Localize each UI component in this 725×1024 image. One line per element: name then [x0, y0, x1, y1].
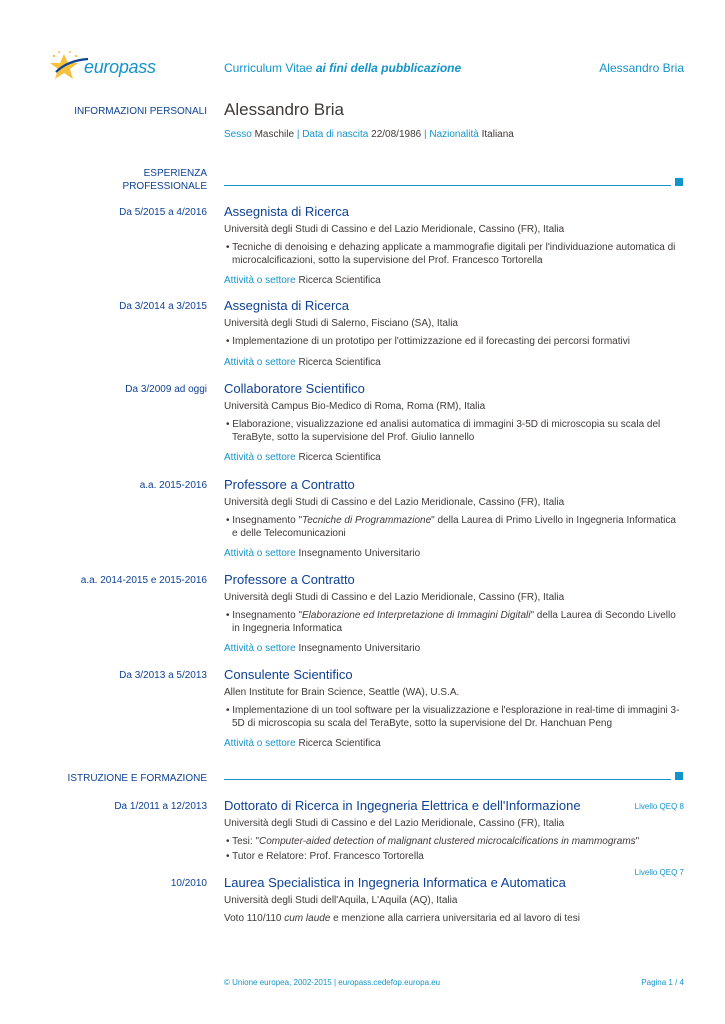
qualification-level: Livello QEQ 8: [634, 802, 684, 811]
job-description: • Insegnamento "Elaborazione ed Interpretazione di Immagini Digitali" della Laurea di Secondo Livello in Ingegneria Informatica: [226, 610, 676, 634]
sector-value: Ricerca Scientifica: [295, 738, 381, 749]
sector-label: Attività o settore: [224, 643, 296, 654]
description-text: " della Laurea di Primo Livello in Ingegneria Informatica e delle Telecomunicazioni: [232, 515, 676, 539]
cv-title-plain: Curriculum Vitae: [224, 61, 316, 75]
experience-section-label: ESPERIENZA PROFESSIONALE: [122, 168, 207, 192]
thesis-title: Computer-aided detection of malignant clustered microcalcifications in mammograms: [259, 836, 636, 847]
page-number: Pagina 1 / 4: [641, 978, 684, 987]
job-title: Assegnista di Ricerca: [224, 204, 349, 219]
personal-details: [224, 129, 514, 140]
institution: Università degli Studi di Cassino e del Lazio Meridionale, Cassino (FR), Italia: [224, 818, 565, 829]
section-divider: [224, 779, 671, 780]
footer-copyright: © Unione europea, 2002-2015 | europass.cedefop.europa.eu: [224, 978, 441, 987]
job-title: Professore a Contratto: [224, 477, 355, 492]
europass-logo: [50, 50, 160, 84]
employer: Università degli Studi di Salerno, Fisciano (SA), Italia: [224, 318, 458, 329]
section-marker: [675, 178, 683, 186]
job-sector: [224, 547, 684, 560]
education-section-label: ISTRUZIONE E FORMAZIONE: [67, 773, 207, 784]
job-sector: [224, 451, 684, 464]
sex-value: Maschile: [251, 129, 297, 140]
header-name: Alessandro Bria: [599, 61, 684, 75]
description-text: Implementazione di un tool software per la visualizzazione e l'esplorazione in real-time di immagini 3-5D di microscopia su scala del TeraByte, sotto la supervisione del Dr. Hanchuan Peng: [232, 705, 680, 729]
nationality-label: Nazionalità: [429, 129, 479, 140]
sector-label: Attività o settore: [224, 275, 296, 286]
job-sector: [224, 274, 684, 287]
tutor: • Tutor e Relatore: Prof. Francesco Tortorella: [226, 850, 424, 862]
course-name: Elaborazione ed Interpretazione di Immagini Digitali: [302, 610, 531, 621]
job-dates: a.a. 2015-2016: [139, 480, 207, 491]
tutor-text: Tutor e Relatore: Prof. Francesco Tortorella: [232, 850, 424, 862]
description-text: Elaborazione, visualizzazione ed analisi automatica di immagini 3-5D di microscopia su scala del TeraByte, sotto la supervisione del Prof. Giulio Iannello: [232, 419, 661, 443]
job-title: Consulente Scientifico: [224, 667, 353, 682]
thesis: • Tesi: "Computer-aided detection of malignant clustered microcalcifications in mammograms": [226, 836, 640, 847]
education-dates: Da 1/2011 a 12/2013: [114, 801, 207, 812]
cv-title-italic: ai fini della pubblicazione: [315, 61, 462, 75]
employer: Allen Institute for Brain Science, Seattle (WA), U.S.A.: [224, 687, 460, 698]
employer: Università degli Studi di Cassino e del Lazio Meridionale, Cassino (FR), Italia: [224, 224, 565, 235]
institution: Università degli Studi dell'Aquila, L'Aquila (AQ), Italia: [224, 895, 458, 906]
nationality-value: Italiana: [478, 129, 514, 140]
sector-value: Ricerca Scientifica: [295, 356, 381, 368]
job-dates: Da 3/2014 a 3/2015: [119, 301, 207, 312]
job-description: • Insegnamento "Tecniche di Programmazione" della Laurea di Primo Livello in Ingegneria Informatica e delle Telecomunicazioni: [226, 515, 676, 539]
job-dates: Da 3/2009 ad oggi: [125, 384, 207, 395]
grade-prefix: Voto 110/110: [224, 913, 285, 924]
section-marker: [675, 772, 683, 780]
sector-label: Attività o settore: [224, 738, 296, 749]
qualification-level: Livello QEQ 7: [634, 868, 684, 877]
sector-value: Insegnamento Universitario: [295, 548, 421, 559]
education-dates: 10/2010: [170, 878, 207, 889]
description-text: Tecniche di denoising e dehazing applicate a mammografie digitali per l'individuazione automatica di microcalcificazioni, sotto la supervisione del Prof. Francesco Tortorella: [232, 242, 676, 266]
job-sector: [224, 642, 684, 655]
full-name: Alessandro Bria: [224, 100, 345, 119]
separator: |: [296, 129, 303, 140]
cv-title: [224, 61, 461, 75]
job-title: Professore a Contratto: [224, 572, 355, 587]
degree-title: Laurea Specialistica in Ingegneria Informatica e Automatica: [224, 875, 566, 890]
thesis-suffix: ": [635, 836, 640, 847]
course-name: Tecniche di Programmazione: [302, 515, 432, 526]
sector-label: Attività o settore: [224, 356, 296, 368]
sector-value: Ricerca Scientifica: [295, 452, 381, 463]
description-text: Insegnamento ": [232, 515, 302, 526]
employer: Università degli Studi di Cassino e del Lazio Meridionale, Cassino (FR), Italia: [224, 497, 565, 508]
logo-text: europass: [84, 57, 156, 77]
description-text: Insegnamento ": [232, 610, 302, 621]
job-title: Assegnista di Ricerca: [224, 298, 349, 313]
employer: Università degli Studi di Cassino e del Lazio Meridionale, Cassino (FR), Italia: [224, 592, 565, 603]
job-sector: [224, 737, 684, 750]
sex-label: Sesso: [224, 129, 252, 140]
section-divider: [224, 185, 671, 186]
sector-value: Insegnamento Universitario: [295, 643, 421, 654]
dob-value: 22/08/1986: [368, 129, 424, 140]
grade-suffix: e menzione alla carriera universitaria ed al lavoro di tesi: [330, 913, 580, 924]
sector-label: Attività o settore: [224, 548, 296, 559]
description-text: Implementazione di un prototipo per l'ottimizzazione ed il forecasting dei percorsi formativi: [232, 336, 630, 347]
grade-honors: cum laude: [284, 913, 331, 924]
job-description: • Implementazione di un prototipo per l'ottimizzazione ed il forecasting dei percorsi formativi: [226, 336, 630, 347]
degree-title: Dottorato di Ricerca in Ingegneria Elettrica e dell'Informazione: [224, 798, 581, 813]
sector-value: Ricerca Scientifica: [295, 275, 381, 286]
job-description: • Elaborazione, visualizzazione ed analisi automatica di immagini 3-5D di microscopia su scala del TeraByte, sotto la supervisione del Prof. Giulio Iannello: [226, 419, 661, 443]
employer: Università Campus Bio-Medico di Roma, Roma (RM), Italia: [224, 401, 486, 412]
dob-label: Data di nascita: [302, 129, 369, 140]
job-description: • Implementazione di un tool software per la visualizzazione e l'esplorazione in real-time di immagini 3-5D di microscopia su scala del TeraByte, sotto la supervisione del Dr. Hanchuan Peng: [226, 705, 680, 729]
job-title: Collaboratore Scientifico: [224, 381, 365, 396]
sector-label: Attività o settore: [224, 452, 296, 463]
job-description: • Tecniche di denoising e dehazing applicate a mammografie digitali per l'individuazione automatica di microcalcificazioni, sotto la supervisione del Prof. Francesco Tortorella: [226, 242, 676, 266]
job-dates: Da 3/2013 a 5/2013: [119, 670, 207, 681]
job-sector: [224, 356, 684, 369]
job-dates: Da 5/2015 a 4/2016: [119, 207, 207, 218]
thesis-prefix: Tesi: ": [232, 836, 259, 847]
separator: |: [423, 129, 430, 140]
personal-section-label: INFORMAZIONI PERSONALI: [74, 106, 207, 117]
grade: [224, 912, 684, 925]
description-text: " della Laurea di Secondo Livello in Ingegneria Informatica: [232, 610, 676, 634]
job-dates: a.a. 2014-2015 e 2015-2016: [80, 575, 207, 586]
